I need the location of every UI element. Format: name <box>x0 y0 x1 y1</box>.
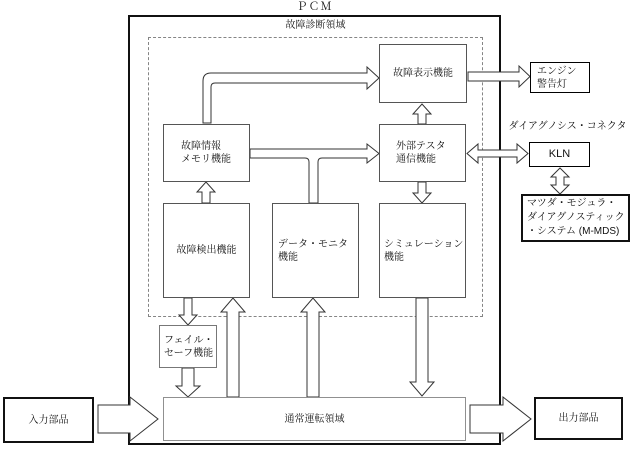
arrow-kln-mmds-bidirectional <box>551 168 569 194</box>
block-simulation <box>379 203 466 298</box>
block-external-tester-comm <box>379 124 466 182</box>
block-kln-connector <box>529 142 590 167</box>
diagnosis-area-title: 故障診断領域 <box>285 20 346 31</box>
block-simulation-line2: 機能 <box>384 251 404 263</box>
diagnosis-connector-label: ダイアグノシス・コネクタ <box>508 121 627 132</box>
block-fault-display <box>379 44 467 103</box>
block-fault-info-memory-line2: メモリ機能 <box>181 154 231 165</box>
block-normal-operation-area <box>163 397 466 441</box>
block-engine-warning-line2: 警告灯 <box>537 78 567 90</box>
block-fault-detection-label: 故障検出機能 <box>176 245 237 256</box>
pcm-title: ＰＣＭ <box>296 1 333 13</box>
block-kln-label: KLN <box>548 148 571 160</box>
block-output-parts-label: 出力部品 <box>558 413 599 424</box>
block-fault-display-label: 故障表示機能 <box>393 68 453 79</box>
block-fail-safe <box>159 325 217 368</box>
block-normal-operation-label: 通常運転領域 <box>284 413 345 425</box>
block-input-parts-label: 入力部品 <box>28 414 69 426</box>
block-fault-info-memory-line1: 故障情報 <box>181 141 221 152</box>
block-mmds-system <box>521 194 630 242</box>
block-mmds-line1: マツダ・モジュラ・ <box>527 198 617 209</box>
block-mmds-line2: ダイアグノスティック <box>527 212 625 223</box>
block-output-parts <box>534 397 623 440</box>
block-data-monitor-line2: 機能 <box>278 251 298 263</box>
block-simulation-line1: シミュレーション <box>384 238 464 250</box>
block-data-monitor <box>272 203 359 298</box>
block-mmds-line3: ・システム (M-MDS) <box>527 226 620 237</box>
block-data-monitor-line1: データ・モニタ <box>278 238 348 250</box>
block-input-parts <box>3 397 94 443</box>
block-external-tester-line2: 通信機能 <box>396 154 436 165</box>
block-fault-info-memory <box>163 124 250 182</box>
block-engine-warning-line1: エンジン <box>537 65 577 77</box>
block-fault-detection <box>163 203 250 298</box>
block-engine-warning-lamp <box>530 62 590 93</box>
block-fail-safe-line1: フェイル・ <box>164 334 214 346</box>
block-external-tester-line1: 外部テスタ <box>396 141 446 152</box>
block-fail-safe-line2: セーフ機能 <box>164 347 214 359</box>
